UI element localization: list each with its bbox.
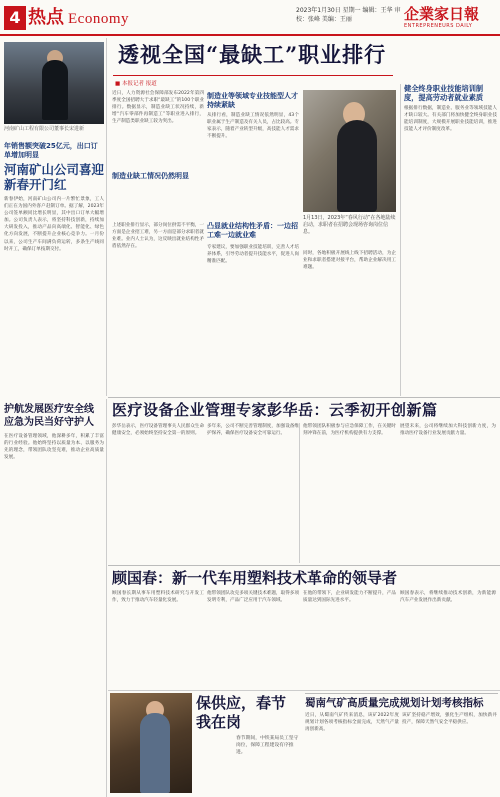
- section3-col4: 顾国春表示，将继续推动技术创新，为新能源汽车产业发展作出新贡献。: [400, 591, 496, 604]
- section-english: Economy: [68, 11, 129, 27]
- section2-col2: 多年来，公司不断完善管理制度，加强设备维护保养，确保医疗设备安全可靠运行。: [207, 424, 299, 437]
- section2-col3: 他带领团队积极参与应急保障工作，在关键时刻冲锋在前，为医疗机构提供有力支撑。: [303, 424, 396, 437]
- section2-headline-bar: [108, 397, 500, 421]
- bottom-feature-title: 保供应，春节我在岗: [196, 694, 287, 731]
- sidebar-body: 新春伊始，河南矿山公司内一片繁忙景象，工人们正在为国内外客户赶制订单。据了解，2023年公司签单额同比增长明显，其中出口订单大幅增加。公司负责人表示，将坚持科技创新，持续加大研发投入，推动产品向高端化、智能化、绿色化方向发展，不断提升企业核心竞争力。一月份以来，公司生产车间满负荷运转，多条生产线同时开工，确保订单按期交付。: [4, 197, 104, 252]
- sidebar-photo: [4, 42, 104, 124]
- right-column-title: 健全终身职业技能培训制度，提高劳动者就业素质: [404, 84, 484, 102]
- section2-col4: 展望未来，公司将继续加大科技创新力度，为推动医疗设备行业发展贡献力量。: [400, 424, 496, 437]
- sidebar-headline: 河南矿山公司喜迎新春开门红: [4, 162, 105, 192]
- main-photo-caption: 1月13日，2023年“春风行动”在各地陆续启动，求职者在招聘会现场咨询岗位信息。: [303, 215, 396, 235]
- newspaper-logo: 企業家日報: [404, 5, 480, 23]
- main-col5-text: 同时，各地积极开展线上线下招聘活动，为企业和求职者搭建对接平台，帮助企业解决用工难题。: [303, 251, 396, 271]
- main-col4-text: 专家建议，要加强职业技能培训，完善人才培养体系，引导劳动者提升技能水平，促进人岗精准匹配。: [207, 245, 299, 265]
- bottom-right-col1: 近日，从蜀南气矿传来消息，该矿2022年度规划计划各项考核指标全面完成，天然气产量再创新高。: [305, 713, 399, 733]
- right-column: [400, 84, 497, 396]
- section3-headline: 顾国春：新一代车用塑料技术革命的领导者: [112, 569, 398, 587]
- section-number: 4: [4, 6, 26, 30]
- sidebar-subtitle: 年销售额突破25亿元，出口订单增加明显: [4, 142, 98, 159]
- issue-meta: 2023年1月30日 星期一 编辑：王华 审校：张峰 美编：王丽: [296, 7, 401, 23]
- left-article-2: [0, 399, 107, 797]
- main-col2-subhead: 制造业等领域专业技能型人才持续紧缺: [207, 92, 298, 109]
- sidebar-photo-caption: 河南矿山工程有限公司董事长宋进新: [4, 126, 85, 132]
- main-headline: 透视全国“最缺工”职业排行: [118, 42, 387, 67]
- bottom-photo: [110, 693, 192, 793]
- page-header: [0, 0, 500, 36]
- headline-rule: [113, 75, 393, 76]
- section3-col1: 顾国春长期从事车用塑料技术研究与开发工作，致力于推动汽车轻量化发展。: [112, 591, 204, 604]
- bottom-feature-caption: 春节期间，中铁某局员工坚守岗位，保障工程建设有序推进。: [236, 736, 299, 755]
- section3-col3: 在他的带领下，企业研发能力不断提升，产品质量达到国际先进水平。: [303, 591, 396, 604]
- section2-headline: 医疗设备企业管理专家彭华岳：云季初开创新篇: [112, 401, 438, 419]
- main-column-1: [112, 90, 204, 218]
- byline: ■ 本报记者 报道: [115, 81, 157, 87]
- newspaper-logo-en: ENTREPRENEURS DAILY: [404, 23, 473, 29]
- main-col3-text: 上述职业排行显示，部分岗位供需不平衡，一方面是企业招工难，另一方面是部分求职者就业难。业内人士认为，这反映出就业结构性矛盾依然存在。: [112, 223, 204, 250]
- sidebar-article: [0, 38, 107, 396]
- main-box-title: 凸显就业结构性矛盾：一边招工难一边就业难: [207, 222, 298, 239]
- section3-headline-bar: [108, 565, 500, 589]
- section-title: 热点: [28, 7, 64, 28]
- section3-col2: 他带领团队攻克多项关键技术难题，取得多项发明专利，产品广泛应用于汽车领域。: [207, 591, 299, 604]
- left2-headline: 护航发展医疗安全线 应急为民当好守护人: [4, 404, 94, 428]
- bottom-right-col2: 该矿坚持稳产增效，强化生产组织，加快新井投产，保障天然气安全平稳供应。: [402, 713, 497, 726]
- main-photo: [303, 90, 396, 212]
- main-col1-text: 近日，人力资源社会保障部发布2022年第四季度全国招聘大于求职“最缺工”的100个职业排行。数据显示，制造业缺工状况持续，新增“汽车零部件再制造工”等职业进入排行，生产制造类职业缺工较为突出。: [112, 91, 204, 125]
- main-col2-text: 从排行看，制造业缺工情况依然明显，43个职业属于生产制造及有关人员，占比较高。专家表示，随着产业转型升级，高技能人才需求不断提升。: [207, 113, 299, 140]
- bottom-right-headline: 蜀南气矿高质量完成规划计划考核指标: [305, 693, 498, 710]
- left2-body: 在医疗设备管理领域，他深耕多年，积累了丰富的行业经验。他始终坚持以质量为本、以服务为先的理念，带领团队攻坚克难，推动企业高质量发展。: [4, 434, 104, 461]
- right-column-text: 根据排行数据，制造业、服务业等领域技能人才缺口较大。有关部门将加快健全终身职业技能培训制度，大规模开展职业技能培训，推进技能人才评价制度改革。: [404, 106, 497, 133]
- section2-col1: 彭华岳表示，医疗设备管理事关人民群众生命健康安全，必须始终坚持安全第一的原则。: [112, 424, 204, 437]
- row-divider: [108, 690, 500, 691]
- main-column-2: [207, 90, 299, 218]
- main-col1-subhead: 制造业缺工情况仍然明显: [112, 172, 189, 180]
- column-divider: [299, 423, 300, 563]
